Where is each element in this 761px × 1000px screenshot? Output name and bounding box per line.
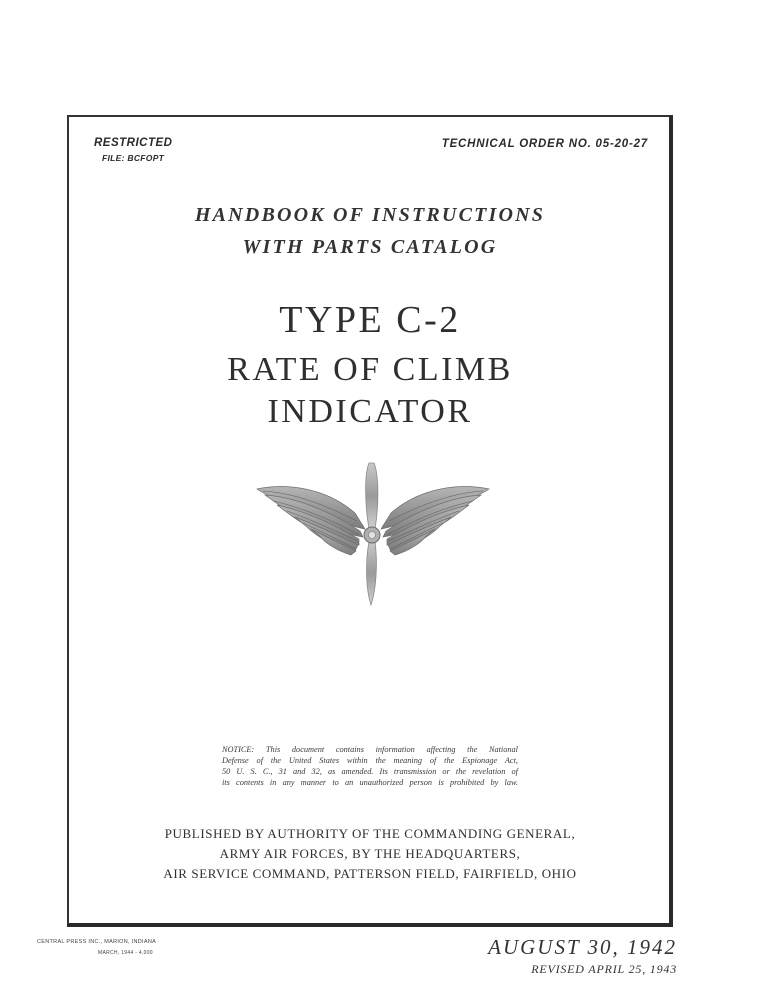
handbook-heading-line2: WITH PARTS CATALOG (242, 236, 498, 258)
title-type: TYPE C-2 (279, 299, 461, 341)
technical-order-number: TECHNICAL ORDER NO. 05-20-27 (441, 138, 648, 150)
handbook-heading-line1: HANDBOOK OF INSTRUCTIONS (194, 204, 546, 226)
publisher-line3: AIR SERVICE COMMAND, PATTERSON FIELD, FAIRFIELD, OHIO (163, 866, 577, 881)
winged-propeller-emblem-icon (255, 455, 491, 610)
publication-date: AUGUST 30, 1942 (488, 935, 677, 959)
espionage-act-notice (222, 744, 518, 788)
notice-line: 50 U. S. C., 31 and 32, as amended. Its transmission or the revelation of (222, 767, 518, 776)
publisher-line1: PUBLISHED BY AUTHORITY OF THE COMMANDING GENERAL, (164, 826, 576, 841)
print-run: MARCH, 1944 - 4,000 (98, 950, 153, 956)
notice-line: Defense of the United States within the meaning of the Espionage Act, (222, 756, 518, 765)
file-code: FILE: BCFOPT (102, 153, 165, 163)
title-indicator: INDICATOR (267, 393, 473, 430)
printer-imprint: CENTRAL PRESS INC., MARION, INDIANA (37, 939, 157, 945)
notice-line: its contents in any manner to an unauthorized person is prohibited by law. (222, 778, 518, 787)
revision-date: REVISED APRIL 25, 1943 (531, 962, 677, 976)
title-rate-of-climb: RATE OF CLIMB (227, 351, 513, 388)
publisher-line2: ARMY AIR FORCES, BY THE HEADQUARTERS, (219, 846, 521, 861)
classification-label: RESTRICTED (94, 137, 173, 149)
notice-line: NOTICE: This document contains information affecting the National (222, 745, 518, 754)
